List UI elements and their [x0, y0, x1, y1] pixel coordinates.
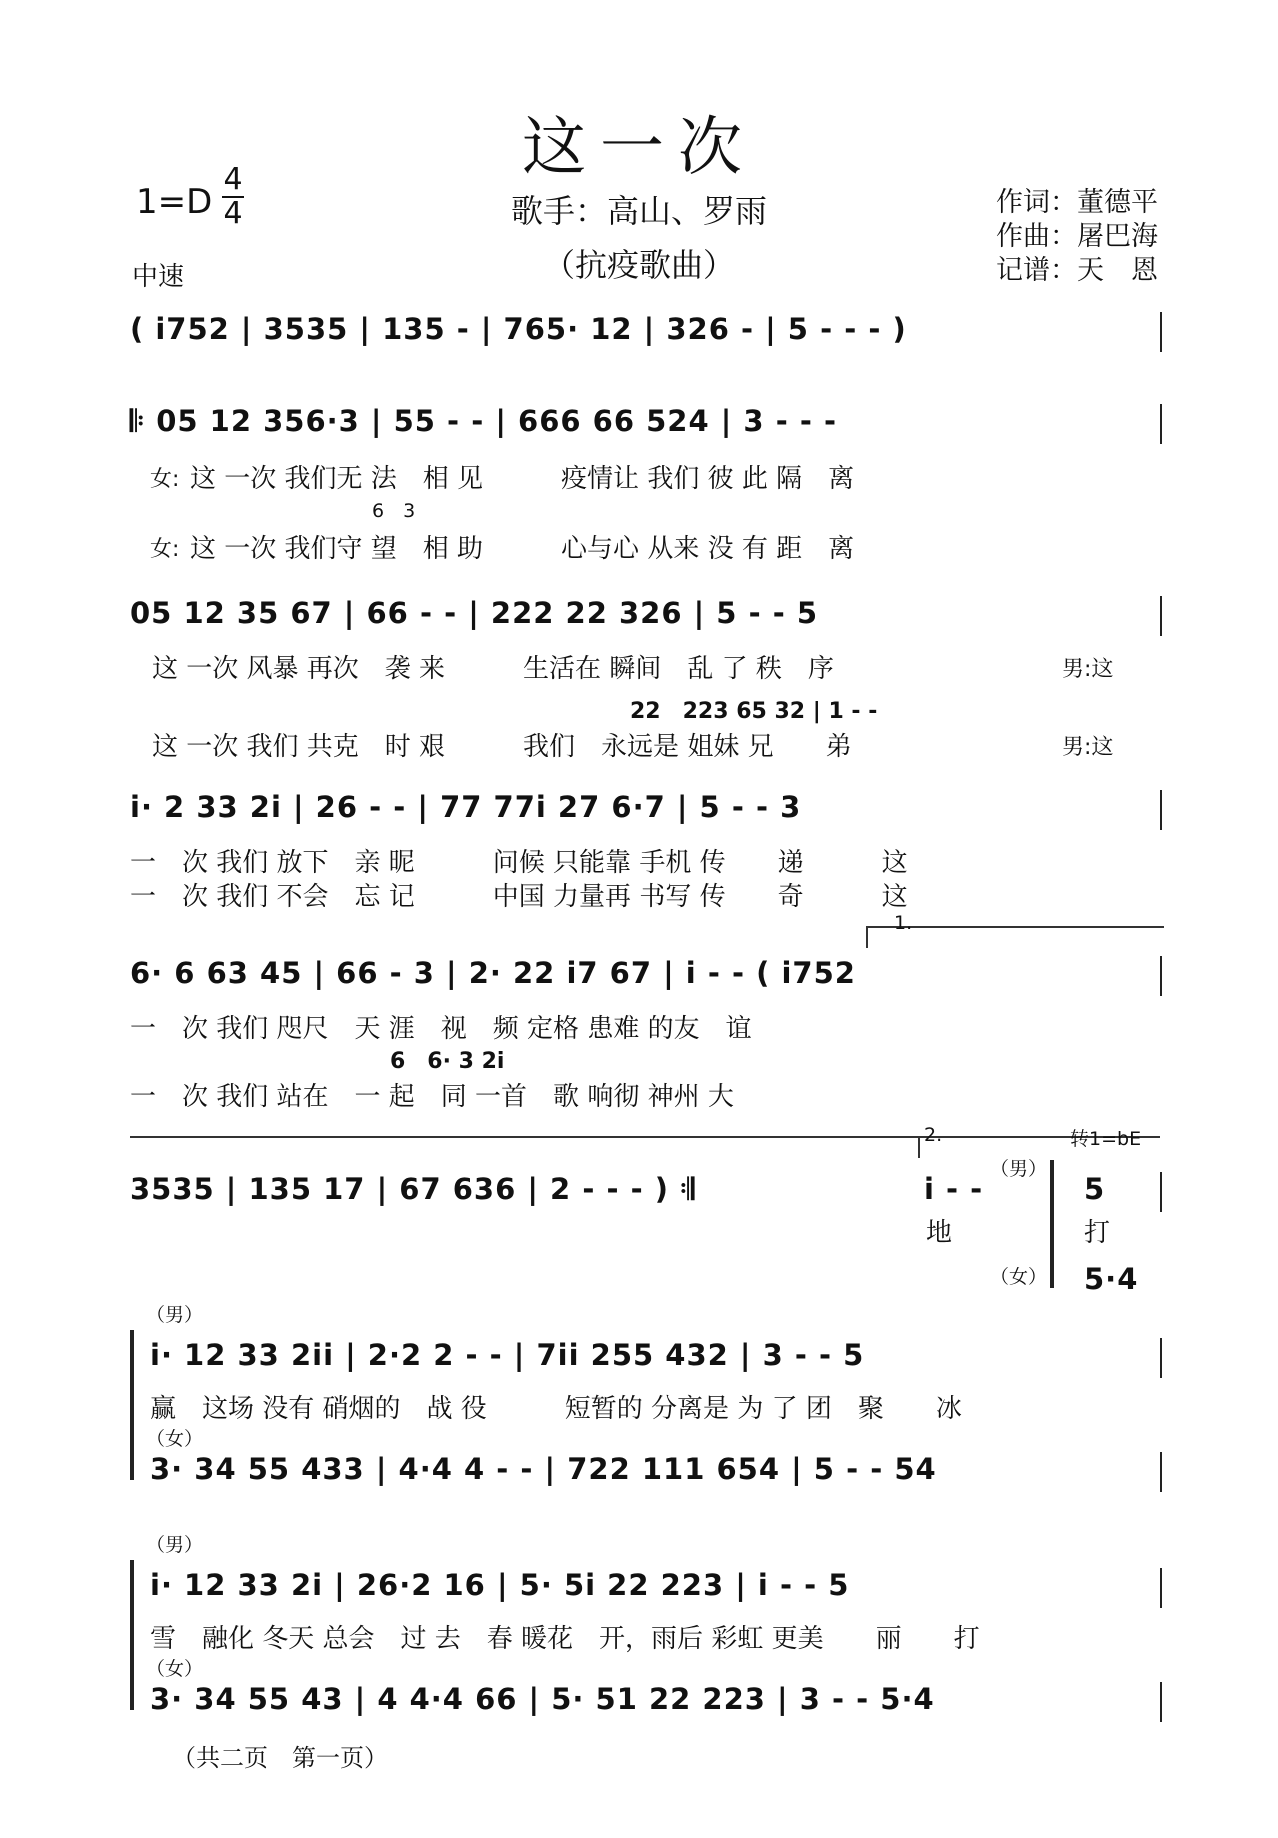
chorus-1-lyric: 赢 这场 没有 硝烟的 战 役 短暂的 分离是 为 了 团 聚 冰	[150, 1394, 962, 1424]
barline	[1160, 1452, 1162, 1492]
chorus-2-male-notation: i· 12 33 2i | 26·2 16 | 5· 5i 22 223 | i - - 5	[150, 1568, 850, 1602]
verse-1-notation: 𝄆 05 12 356·3 | 55 - - | 666 66 524 | 3 - - -	[130, 404, 837, 438]
lyricist-credit: 作词：董德平	[996, 187, 1158, 218]
verse-3-lyric-2: 一 次 我们 不会 忘 记 中国 力量再 书写 传 奇 这	[130, 882, 908, 912]
male-part-label: （男）	[146, 1304, 204, 1326]
lyric-pickup: 打	[1084, 1218, 1111, 1248]
chorus-2-lyric: 雪 融化 冬天 总会 过 去 春 暖花 开，雨后 彩虹 更美 丽 打	[150, 1624, 980, 1654]
tempo-marking: 中速	[132, 262, 185, 292]
part-marker: 女:	[150, 537, 180, 562]
female-part-label: （女）	[990, 1266, 1048, 1288]
barline	[1160, 790, 1162, 830]
female-part-label: （女）	[146, 1658, 204, 1680]
male-note: 5	[1084, 1172, 1106, 1206]
singer-line: 歌手：高山、罗雨	[510, 192, 767, 230]
verse-1-lyric-1: 这 一次 我们无 法 相 见 疫情让 我们 彼 此 隔 离	[190, 464, 855, 494]
male-part-label: （男）	[146, 1534, 204, 1556]
barline	[1160, 312, 1162, 352]
part-marker: 女:	[150, 467, 180, 492]
verse-2-lyric-1: 这 一次 风暴 再次 袭 来 生活在 瞬间 乱 了 秩 序	[152, 654, 834, 684]
male-part-label: （男）	[990, 1158, 1048, 1180]
song-title: 这一次	[522, 111, 756, 185]
genre-line: （抗疫歌曲）	[542, 246, 735, 284]
page-footer: （共二页 第一页）	[172, 1744, 388, 1772]
verse-4-lyric-2: 一 次 我们 站在 一 起 同 一首 歌 响彻 神州 大	[130, 1082, 734, 1112]
verse-4-lyric-1: 一 次 我们 咫尺 天 涯 视 频 定格 患难 的友 谊	[130, 1014, 752, 1044]
female-part-label: （女）	[146, 1428, 204, 1450]
alt-notes-small: 22 223 65 32 | 1 - -	[630, 699, 878, 724]
volta-2-label: 2.	[924, 1124, 943, 1146]
alt-notes-small: 6 3	[372, 500, 416, 522]
barline	[1160, 1568, 1162, 1608]
barline	[1160, 1338, 1162, 1378]
ending-notation: i - -	[924, 1172, 984, 1206]
time-denominator: 4	[223, 196, 243, 231]
part-brace	[1050, 1160, 1054, 1288]
barline	[1160, 1682, 1162, 1722]
chorus-1-male-notation: i· 12 33 2ii | 2·2 2 - - | 7ii 255 432 | 3 - - 5	[150, 1338, 865, 1372]
male-cue: 男:这	[1062, 657, 1114, 682]
time-numerator: 4	[223, 162, 243, 197]
verse-1-lyric-2: 这 一次 我们守 望 相 助 心与心 从来 没 有 距 离	[190, 534, 855, 564]
interlude-notation: 3535 | 135 17 | 67 636 | 2 - - - ) 𝄇	[130, 1172, 696, 1206]
chorus-1-female-notation: 3· 34 55 433 | 4·4 4 - - | 722 111 654 | 5 - - 54	[150, 1452, 937, 1486]
verse-2-lyric-2: 这 一次 我们 共克 时 艰 我们 永远是 姐妹 兄 弟	[152, 732, 852, 762]
part-brace	[130, 1560, 134, 1710]
barline	[1160, 404, 1162, 444]
key-change-label: 转1=bE	[1070, 1128, 1142, 1150]
volta-1-label: 1.	[894, 912, 913, 934]
female-note: 5·4	[1084, 1262, 1139, 1296]
key-signature: 1=D	[136, 182, 213, 222]
verse-3-lyric-1: 一 次 我们 放下 亲 昵 问候 只能靠 手机 传 递 这	[130, 848, 908, 878]
transcriber-credit: 记谱：天 恩	[996, 255, 1158, 286]
barline	[1160, 956, 1162, 996]
chorus-2-female-notation: 3· 34 55 43 | 4 4·4 66 | 5· 51 22 223 | 3 - - 5·4	[150, 1682, 935, 1716]
part-brace	[130, 1330, 134, 1480]
verse-3-notation: i· 2 33 2i | 26 - - | 77 77i 27 6·7 | 5 - - 3	[130, 790, 802, 824]
alt-notes-small: 6 6· 3 2i	[390, 1049, 505, 1074]
lyric-ending: 地	[926, 1218, 953, 1248]
male-cue: 男:这	[1062, 735, 1114, 760]
barline	[1160, 596, 1162, 636]
composer-credit: 作曲：屠巴海	[996, 221, 1158, 252]
intro-notation: ( i752 | 3535 | 135 - | 765· 12 | 326 - | 5 - - - )	[130, 312, 907, 346]
verse-4-notation: 6· 6 63 45 | 66 - 3 | 2· 22 i7 67 | i - - ( i752	[130, 956, 856, 990]
barline	[1160, 1172, 1162, 1212]
verse-2-notation: 05 12 35 67 | 66 - - | 222 22 326 | 5 - - 5	[130, 596, 819, 630]
